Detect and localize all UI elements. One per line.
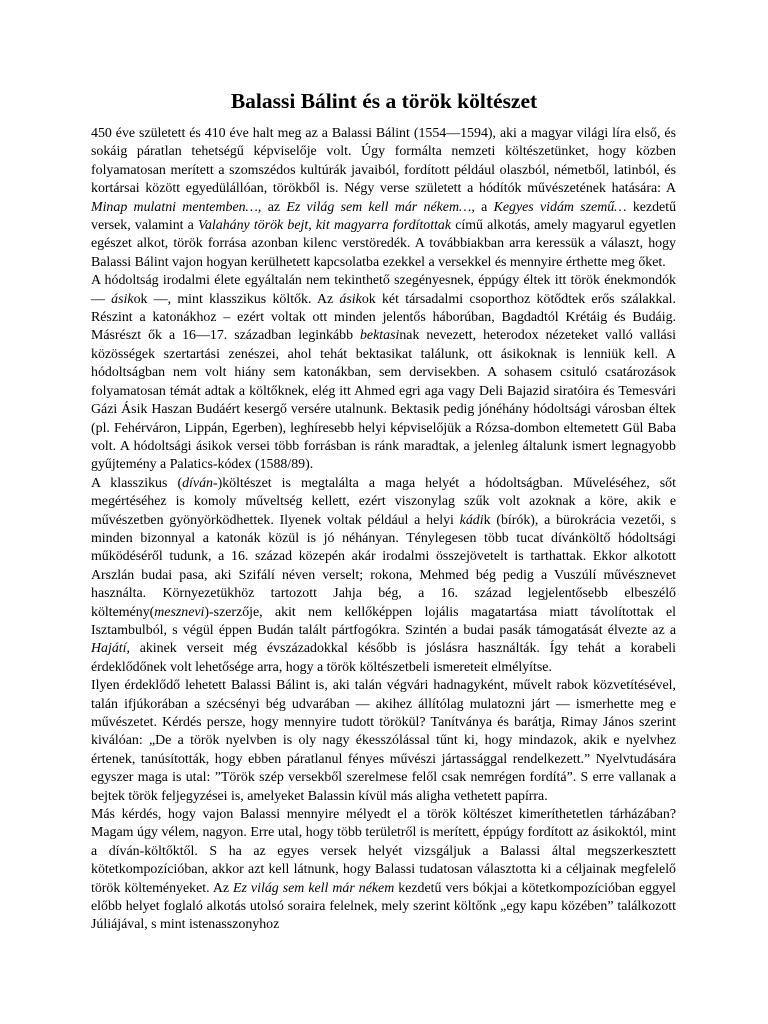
paragraph-text: kezdetű versek, valamint a bbox=[91, 199, 677, 234]
paragraph-text: Ilyen érdeklődő lehetett Balassi Bálint is, aki talán végvári hadnagyként, művelt rabok közvetítésével, talán ifjúkorában a szécsényi bég udvarában — akihez állítólag mulatozni járt — ismerhette meg e művészetet. Kérdés persze, hogy mennyire tudott törökül? Tanítványa és barátja, Rimay János szerint kiválóan: „De a török nyelvben is oly nagy ékesszólással tűnt ki, hogy mindazok, akik e nyelvhez értenek, tanúsították, hogy ebben páratlanul fényes művészi jártassággal rendelkezett.” Nyelvtudására egyszer maga is utal: ”Török szép versekből szerelmese felől csak nemrégen fordítá”. S erre vallanak a bejtek török feljegyzései is, amelyeket Balassin kívül más aligha vethetett papírra. bbox=[91, 678, 676, 804]
paragraph-text: Más kérdés, hogy vajon Balassi mennyire mélyedt el a török költészet kimeríthetetlen tárházában? Magam úgy vélem, nagyon. Erre utal, hogy több területről is merített, éppúgy fordított az ásikoktól, mint a díván-költőktől. S ha az egyes versek helyét vizsgáljuk a Balassi által megszerkesztett kötetkompozícióban, akkor azt kell látnunk, hogy Balassi tudatosan választotta ki a céljainak megfelelő török költeményeket. Az bbox=[91, 807, 676, 896]
article-paragraph bbox=[91, 125, 676, 272]
paragraph-text: , akinek verseit még évszázadokkal később is jóslásra használták. Így tehát a korabeli érdeklődőnek volt lehetősége arra, hogy a török költészetbeli ismereteit elmélyítse. bbox=[91, 641, 676, 675]
paragraph-text: A klasszikus ( bbox=[91, 475, 183, 491]
italic-title-text: díván- bbox=[182, 475, 218, 491]
article-paragraph bbox=[91, 677, 676, 806]
italic-title-text: Valahány török bejt, kit magyarra fordítottak bbox=[198, 218, 452, 234]
page-title: Balassi Bálint és a török költészet bbox=[230, 89, 538, 113]
article-paragraph bbox=[91, 806, 676, 935]
italic-title-text: kádi bbox=[459, 512, 484, 528]
italic-title-text: bektasi bbox=[359, 328, 400, 344]
paragraph-text: k (bírók), a bürokrácia vezetői, s minden bizonnyal a katonák közül is jó néhányan. Ténylegesen több tucat dívánköltő hódoltsági működéséről tudunk, a 16. század közepén akár irodalmi összejövetelt is tarthattak. Ekkor alkotott Arszlán budai pasa, aki Szifálí néven verselt; rokona, Mehmed bég pedig a Vuszúlí művésznevet használta. Környezetükhöz tartozott Jahja bég, a 16. század legjelentősebb elbeszélő költemény( bbox=[91, 512, 676, 620]
paragraph-text: , az bbox=[257, 199, 287, 215]
paragraph-text: nak nevezett, heterodox nézeteket valló vallási közösségek szertartási zenészei, ahol tehát bektasikat találunk, ott ásikoknak is lenniük kell. A hódoltságban nem volt hiány sem katonákban, sem dervisekben. A sohasem csituló csatározások folyamatosan témát adtak a költőknek, elég itt Ahmed egri aga vagy Deli Bajazid siratóira és Temesvári Gázi Ásik Haszan Budáért kesergő versére utalnunk. Bektasik pedig jónéhány hódoltsági városban éltek (pl. Fehérváron, Lippán, Egerben), leghíresebb helyi képviselőjük a Rózsa-dombon eltemetett Gül Baba volt. A hódoltsági ásikok versei több forrásban is ránk maradtak, a jelenleg általunk ismert legnagyobb gyűjtemény a Palatics-kódex (1588/89). bbox=[91, 328, 676, 473]
paragraph-text: A hódoltság irodalmi élete egyáltalán nem tekinthető szegényesnek, éppúgy éltek itt török énekmondók — bbox=[91, 273, 676, 307]
article-paragraph bbox=[91, 475, 676, 677]
italic-title-text: mesznevi bbox=[154, 604, 205, 620]
italic-title-text: ásik bbox=[111, 291, 134, 307]
paragraph-text: ok két társadalmi csoporthoz kötődtek erős szálakkal. Részint a katonákhoz – ezért voltak ott minden jelentős háborúban, Bagdadtól Krétáig és Budáig. Másrészt ők a 16—17. században leginkább bbox=[91, 291, 676, 344]
paragraph-text: kezdetű vers bókjai a kötetkompozícióban eggyel előbb helyet foglaló alkotás utolsó soraira felelnek, mely szerint költőnk „egy kapu közében” találkozott Júliájával, s mint istenasszonyhoz bbox=[91, 880, 676, 933]
paragraph-text: )-szerzője, akit nem kellőképpen lojális magatartása miatt távolítottak el Isztambulból, s végül éppen Budán talált pártfogókra. Szintén a budai pasák támogatását élvezte az a bbox=[91, 604, 676, 638]
italic-title-text: Hajátí bbox=[91, 641, 127, 657]
italic-title-text: Kegyes vidám szemű… bbox=[493, 199, 627, 215]
paragraph-text: című alkotás, amely magyarul egyetlen egészet alkot, török forrása azonban kilenc verstöredék. A továbbiakban arra keressük a választ, hogy Balassi Bálint vajon hogyan kerülhetett kapcsolatba ezekkel a versekkel és mennyire érthette meg őket. bbox=[91, 218, 676, 270]
italic-title-text: Ez világ sem kell már nékem… bbox=[286, 199, 472, 215]
paragraph-text: )költészet is megtalálta a maga helyét a hódoltságban. Műveléséhez, sőt megértéséhez is komoly műveltség kellett, ezért viszonylag szűk volt azoknak a köre, akik e művészetben gyönyörködhettek. Ilyenek voltak például a helyi bbox=[91, 475, 676, 528]
italic-title-text: ásik bbox=[339, 291, 362, 307]
paragraph-text: ok —, mint klasszikus költők. Az bbox=[133, 291, 340, 307]
article-body bbox=[91, 125, 676, 935]
italic-title-text: Minap mulatni mentemben… bbox=[91, 199, 258, 215]
article-paragraph bbox=[91, 272, 676, 474]
italic-title-text: Ez világ sem kell már nékem bbox=[233, 880, 395, 896]
paragraph-text: 450 éve született és 410 éve halt meg az a Balassi Bálint (1554—1594), aki a magyar világi líra első, és sokáig páratlan tehetségű képviselője volt. Úgy formálta nemzeti költészetünket, hogy közben folyamatosan merített a szomszédos kultúrák javaiból, fordított például olaszból, németből, latinból, és kortársai között egyedülállóan, törökből is. Négy verse született a hódítók művészetének hatására: A bbox=[91, 126, 676, 197]
paragraph-text: , a bbox=[471, 199, 494, 215]
